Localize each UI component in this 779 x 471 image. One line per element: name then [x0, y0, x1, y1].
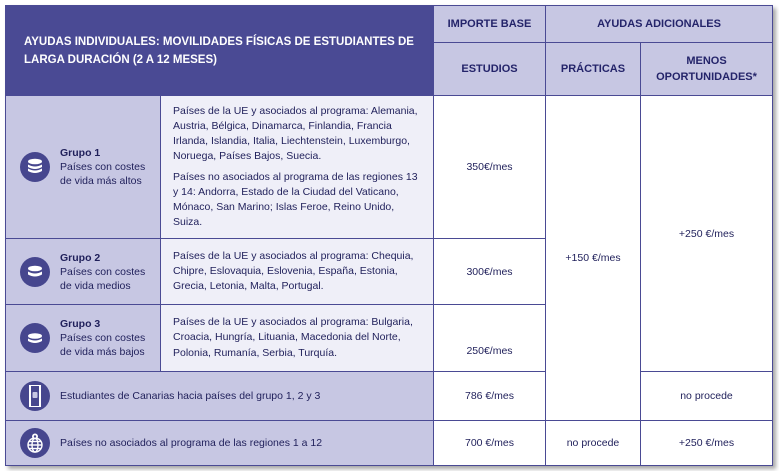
header-practicas: [545, 42, 641, 96]
group-subtitle-line1: Países con costes: [60, 161, 146, 173]
row-grupo-2-countries: [160, 238, 434, 305]
header-practicas-label: PRÁCTICAS: [560, 63, 626, 75]
amount-menos-oportunidades: no procede: [680, 390, 733, 402]
header-estudios-label: ESTUDIOS: [461, 63, 518, 75]
header-importe-base: [433, 5, 546, 43]
amount-menos-oportunidades: +250 €/mes: [678, 227, 735, 240]
coin-single-icon: [20, 323, 50, 353]
group-subtitle-line1: Países con costes: [60, 265, 146, 278]
amount-menos-oportunidades: +250 €/mes: [678, 437, 735, 449]
coin-stack-3-icon: [20, 152, 50, 182]
table-title-cell: [5, 5, 434, 96]
amount-estudios: 700 €/mes: [464, 437, 515, 449]
row-grupo-3-countries: [160, 304, 434, 372]
group-title: Grupo 3: [60, 318, 101, 330]
row-grupo-2-label: [5, 238, 161, 305]
group-subtitle-line2: de vida más bajos: [60, 346, 145, 358]
amount-practicas: no procede: [566, 437, 620, 449]
row-grupo-1-estudios: [433, 95, 546, 239]
header-menos-oportunidades-line1: MENOS: [686, 55, 727, 67]
amount-estudios: 350€/mes: [466, 161, 513, 173]
coin-stack-2-icon: [20, 257, 50, 287]
row-label: Países no asociados al programa de las regiones 1 a 12: [60, 437, 323, 449]
header-ayudas-adicionales: [545, 5, 773, 43]
row-no-asociados-menos-oportunidades: [640, 420, 773, 466]
row-grupo-1-countries: [160, 95, 434, 239]
amount-estudios: 300€/mes: [466, 265, 513, 278]
countries-eu-associated: Países de la UE y asociados al programa: Chequia, Chipre, Eslovaquia, Eslovenia, España, Estonia, Grecia, Letonia, Malta, Portugal.: [173, 249, 414, 293]
grants-table: [5, 5, 773, 466]
amount-estudios: 786 €/mes: [464, 390, 515, 402]
countries-eu-associated: Países de la UE y asociados al programa: Alemania, Austria, Bélgica, Dinamarca, Finlandia, Francia Irlanda, Islandia, Italia, Liechtenstein, Luxemburgo, Noruega, Países Bajos, Suecia.: [173, 104, 418, 163]
header-estudios: [433, 42, 546, 96]
row-no-asociados-estudios: [433, 420, 546, 466]
header-importe-base-label: IMPORTE BASE: [447, 18, 532, 30]
amount-estudios: 250€/mes: [466, 345, 513, 357]
menos-oportunidades-groups-merged: [640, 95, 773, 372]
header-ayudas-adicionales-label: AYUDAS ADICIONALES: [597, 18, 721, 30]
canary-islands-icon: [20, 381, 50, 411]
table-title: AYUDAS INDIVIDUALES: MOVILIDADES FÍSICAS DE ESTUDIANTES DE LARGA DURACIÓN (2 A 12 MESES): [24, 35, 414, 66]
row-no-asociados-practicas: [545, 420, 641, 466]
row-canarias-label: [5, 371, 434, 421]
header-menos-oportunidades: [640, 42, 773, 96]
group-subtitle-line1: Países con costes: [60, 332, 146, 344]
row-canarias-menos-oportunidades: [640, 371, 773, 421]
group-title: Grupo 2: [60, 251, 101, 264]
row-no-asociados-label: [5, 420, 434, 466]
group-title: Grupo 1: [60, 147, 101, 159]
amount-practicas: +150 €/mes: [565, 252, 621, 264]
group-subtitle-line2: de vida más altos: [60, 175, 142, 187]
row-grupo-2-estudios: [433, 238, 546, 305]
row-canarias-estudios: [433, 371, 546, 421]
countries-eu-associated: Países de la UE y asociados al programa: Bulgaria, Croacia, Hungría, Lituania, Macedonia del Norte, Polonia, Rumanía, Serbia, Turquía.: [173, 316, 413, 359]
row-grupo-1-label: [5, 95, 161, 239]
row-grupo-3-estudios: [433, 304, 546, 372]
group-subtitle-line2: de vida medios: [60, 279, 131, 292]
header-menos-oportunidades-line2: OPORTUNIDADES*: [656, 71, 757, 83]
globe-pin-icon: [20, 428, 50, 458]
practicas-groups-merged: [545, 95, 641, 421]
row-grupo-3-label: [5, 304, 161, 372]
countries-non-associated: Países no asociados al programa de las regiones 13 y 14: Andorra, Estado de la Ciudad del Vaticano, Mónaco, San Marino; Islas Feroe, Reino Unido, Suiza.: [173, 170, 418, 229]
row-label: Estudiantes de Canarias hacia países del grupo 1, 2 y 3: [60, 390, 321, 402]
